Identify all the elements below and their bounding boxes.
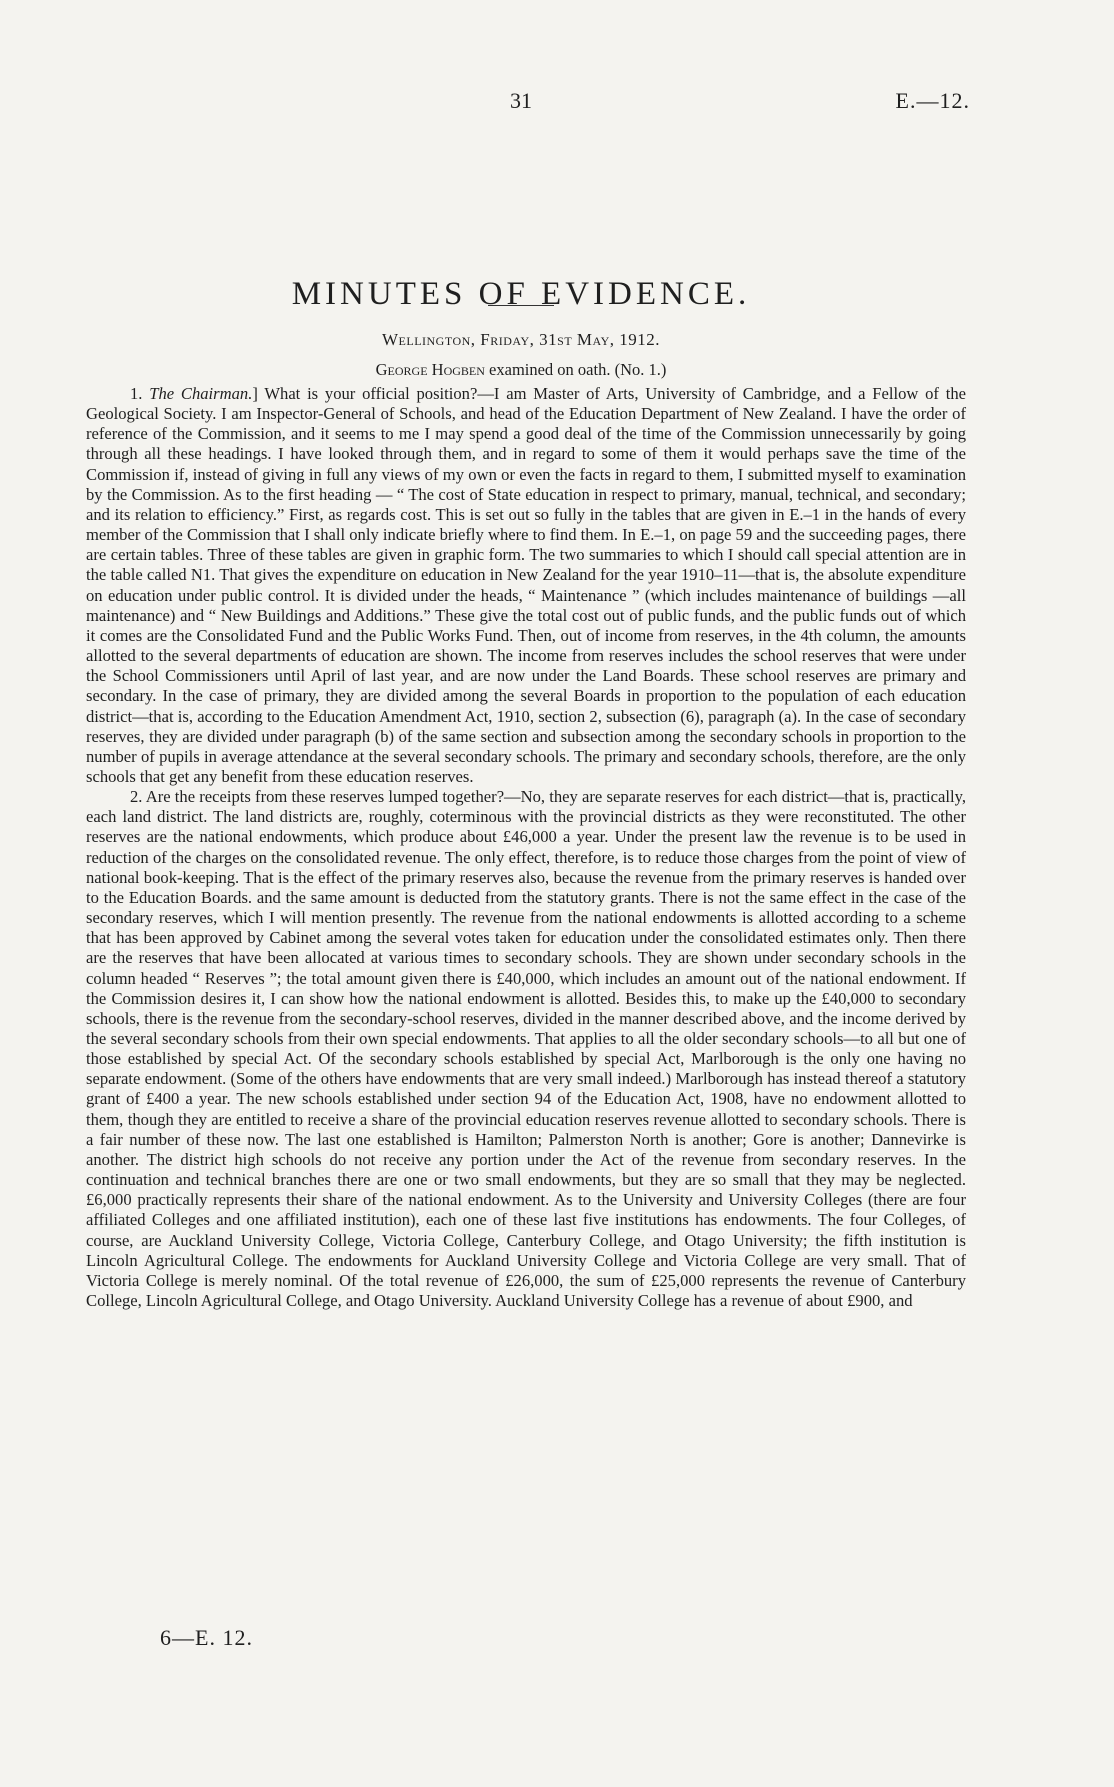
signature-mark: 6—E. 12. bbox=[160, 1625, 253, 1650]
place-date-line: Wellington, Friday, 31st May, 1912. bbox=[381, 330, 660, 349]
paragraph-2 bbox=[86, 787, 966, 1311]
paragraph-text: ] What is your official position?—I am Master of Arts, University of Cambridge, and a Fellow of the Geological Society. I am Inspector-General of Schools, and head of the Education Department of New Zealand. I have the order of reference of the Commission, and it seems to me I may spend a good deal of the time of the Commission unnecessarily by going through all these headings. I have looked through them, and in regard to some of them it would perhaps save the time of the Commission if, instead of giving in full any views of my own or even the facts in regard to them, I submitted myself to examination by the Commission. As to the first heading — “ The cost of State education in respect to primary, manual, technical, and secondary; and its relation to efficiency.” First, as regards cost. This is set out so fully in the tables that are given in E.–1 in the hands of every member of the Commission that I shall only indicate briefly where to find them. In E.–1, on page 59 and the succeeding pages, there are certain tables. Three of these tables are given in graphic form. The two summaries to which I should call special attention are in the table called N1. That gives the expenditure on education in New Zealand for the year 1910–11—that is, the absolute expenditure on education under public control. It is divided under the heads, “ Maintenance ” (which includes maintenance of buildings —all maintenance) and “ New Buildings and Additions.” These give the total cost out of public funds, and the public funds out of which it comes are the Consolidated Fund and the Public Works Fund. Then, out of income from reserves, in the 4th column, the amounts allotted to the several departments of education are shown. The income from reserves includes the school reserves that were under the School Commissioners until April of last year, and are now under the Land Boards. These school reserves are primary and secondary. In the case of primary, they are divided among the several Boards in proportion to the population of each education district—that is, according to the Education Amendment Act, 1910, section 2, subsection (6), paragraph (a). In the case of secondary reserves, they are divided under paragraph (b) of the same section and subsection among the secondary schools in proportion to the number of pupils in average attendance at the several secondary schools. The primary and secondary schools, therefore, are the only schools that get any benefit from these education reserves. bbox=[86, 384, 966, 786]
witness-name: George Hogben bbox=[375, 360, 485, 379]
title-divider bbox=[488, 305, 554, 306]
page-title: MINUTES OF EVIDENCE. bbox=[291, 276, 751, 313]
paragraph-1 bbox=[86, 384, 966, 787]
page-number: 31 bbox=[510, 88, 532, 113]
document-code: E.—12. bbox=[895, 88, 970, 113]
paragraph-number: 1. bbox=[130, 384, 143, 403]
witness-status: examined on oath. (No. 1.) bbox=[484, 360, 667, 379]
evidence-body bbox=[86, 384, 966, 1311]
paragraph-number: 2. bbox=[130, 787, 143, 807]
paragraph-text: Are the receipts from these reserves lumped together?—No, they are separate reserves for each district—that is, practically, each land district. The land districts are, roughly, coterminous with the provincial districts as they were reconstituted. The other reserves are the national endowments, which produce about £46,000 a year. Under the present law the revenue is to be used in reduction of the charges on the consolidated revenue. The only effect, therefore, is to reduce those charges from the point of view of national book-keeping. That is the effect of the primary reserves also, because the revenue from the primary reserves is handed over to the Education Boards. and the same amount is deducted from the statutory grants. There is not the same effect in the case of the secondary reserves, which I will mention presently. The revenue from the national endowments is allotted according to a scheme that has been approved by Cabinet among the several votes taken for education under the consolidated estimates only. Then there are the reserves that have been allocated at various times to secondary schools. They are shown under secondary schools in the column headed “ Reserves ”; the total amount given there is £40,000, which includes an amount out of the national endowment. If the Commission desires it, I can show how the national endowment is allotted. Besides this, to make up the £40,000 to secondary schools, there is the revenue from the secondary-school reserves, divided in the manner described above, and the income derived by the several secondary schools from their own special endowments. That applies to all the older secondary schools—to all but one of those established by special Act. Of the secondary schools established by special Act, Marlborough is the only one having no separate endowment. (Some of the others have endowments that are very small indeed.) Marlborough has instead thereof a statutory grant of £400 a year. The new schools established under section 94 of the Education Act, 1908, have no endowment allotted to them, though they are entitled to receive a share of the provincial education reserves revenue allotted to secondary schools. There is a fair number of these now. The last one established is Hamilton; Palmerston North is another; Gore is another; Dannevirke is another. The district high schools do not receive any portion under the Act of the revenue from secondary reserves. In the continuation and technical branches there are one or two small endowments, but they are so small that they may be neglected. £6,000 practically represents their share of the national endowment. As to the University and University Colleges (there are four affiliated Colleges and one affiliated institution), each one of these last five institutions has endowments. The four Colleges, of course, are Auckland University College, Victoria College, Canterbury College, and Otago University; the fifth institution is Lincoln Agricultural College. The endowments for Auckland University College and Victoria College are very small. That of Victoria College is merely nominal. Of the total revenue of £26,000, the sum of £25,000 represents the revenue of Canterbury College, Lincoln Agricultural College, and Otago University. Auckland University College has a revenue of about £900, and bbox=[86, 787, 966, 1311]
witness-line bbox=[0, 360, 1042, 380]
speaker-name: The Chairman. bbox=[149, 384, 253, 403]
